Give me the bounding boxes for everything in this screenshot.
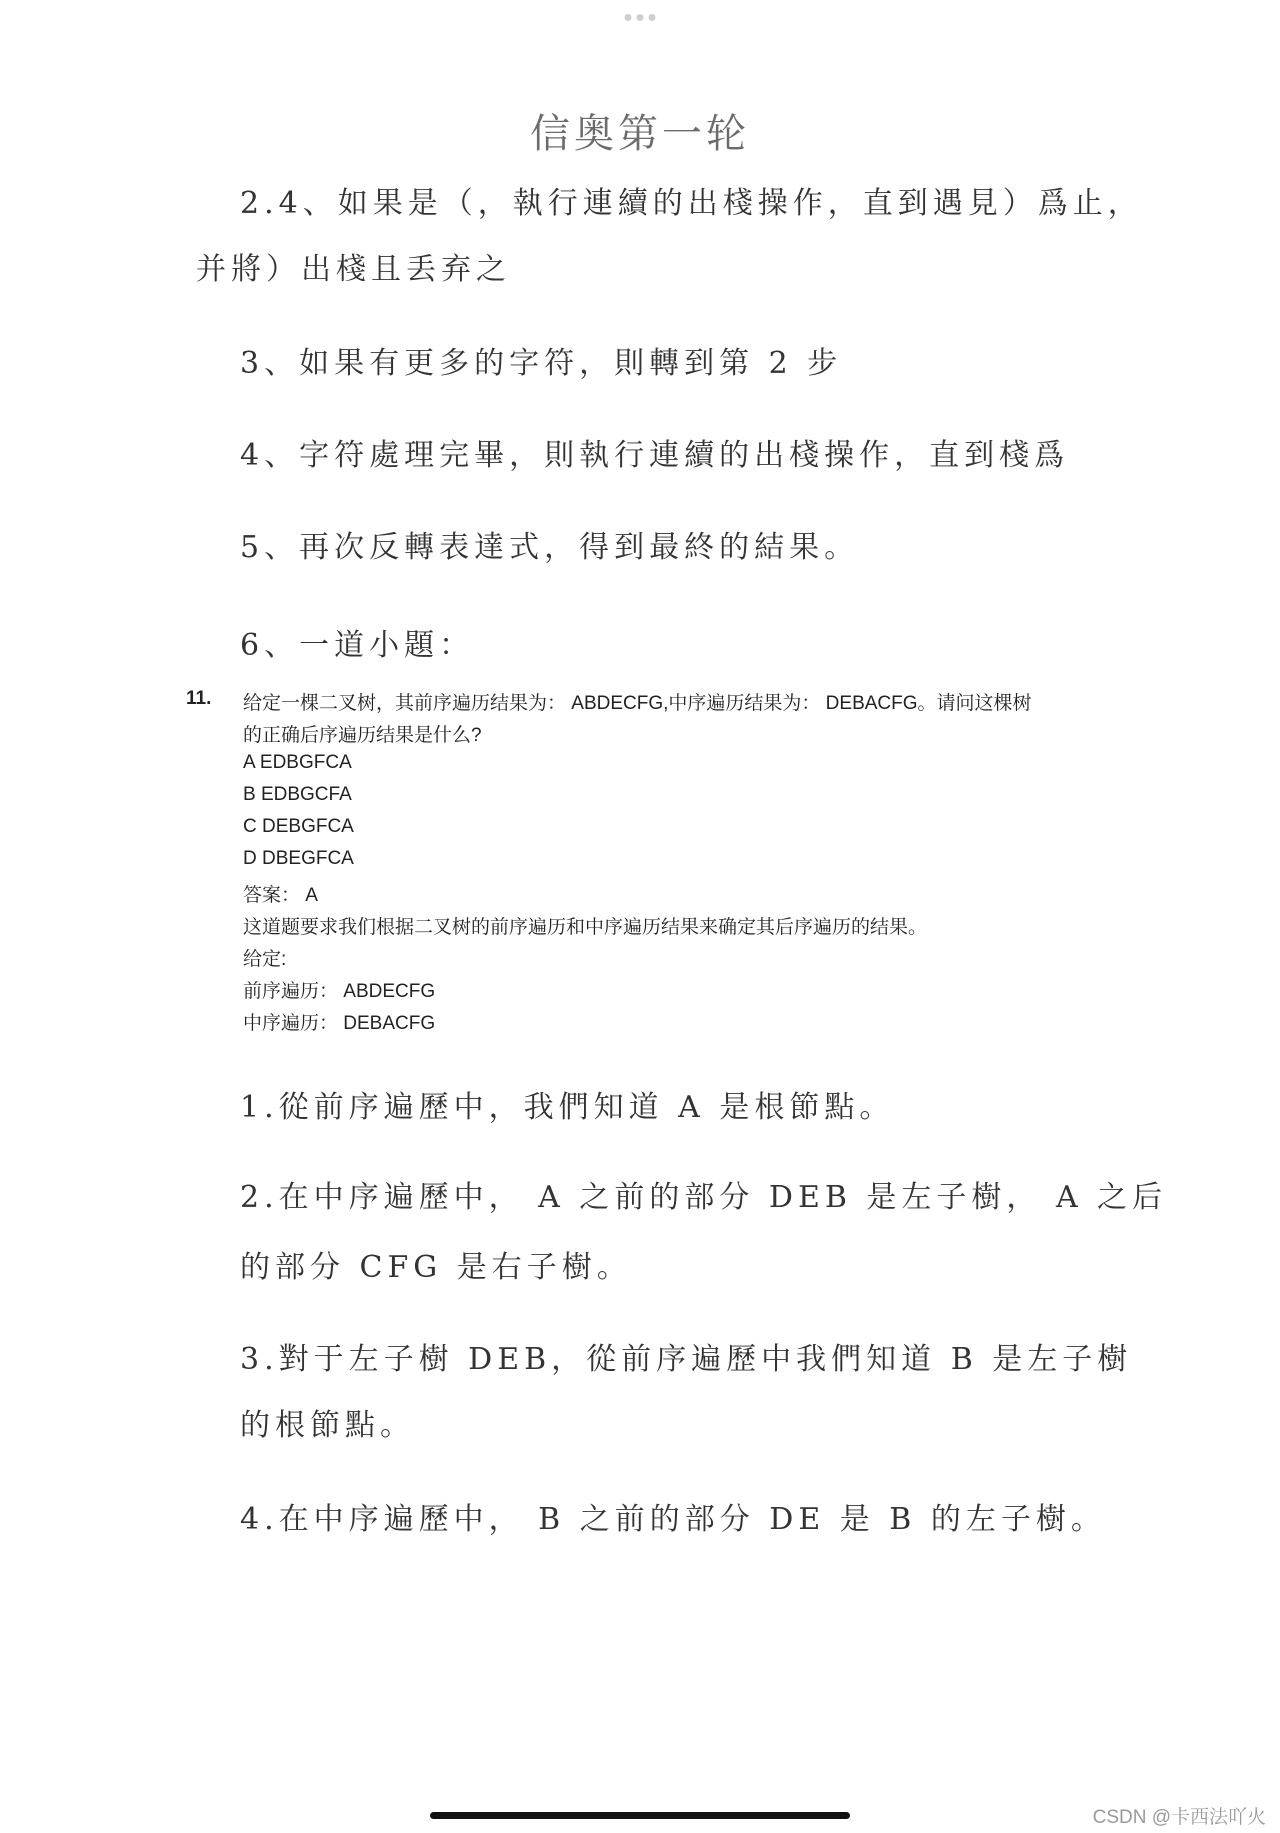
answer-line: 答案： A: [243, 885, 318, 906]
question-number: 11.: [186, 688, 212, 709]
note-line: 的根節點。: [240, 1408, 415, 1443]
note-line: 2.在中序遍歷中， A 之前的部分 DEB 是左子樹， A 之后: [240, 1180, 1168, 1215]
question-stem: 的正确后序遍历结果是什么?: [243, 725, 482, 746]
note-line: 并將）出棧且丢弃之: [196, 252, 511, 287]
option-c: C DEBGFCA: [243, 816, 354, 837]
explanation-line: 这道题要求我们根据二叉树的前序遍历和中序遍历结果来确定其后序遍历的结果。: [243, 917, 928, 938]
option-b: B EDBGCFA: [243, 784, 352, 805]
dot-icon: [637, 14, 644, 21]
note-line: 4.在中序遍歷中， B 之前的部分 DE 是 B 的左子樹。: [240, 1502, 1106, 1537]
window-handle-dots[interactable]: [625, 14, 656, 21]
note-line: 5、再次反轉表達式，得到最終的結果。: [240, 530, 860, 565]
page-title: 信奥第一轮: [530, 111, 750, 157]
note-line: 的部分 CFG 是右子樹。: [240, 1250, 632, 1285]
given-label: 给定:: [243, 949, 287, 970]
note-line: 3、如果有更多的字符，則轉到第 2 步: [240, 346, 843, 381]
note-line: 2.4、如果是（，執行連續的出棧操作，直到遇見）爲止，: [240, 186, 1143, 221]
dot-icon: [625, 14, 632, 21]
note-line: 4、字符處理完畢，則執行連續的出棧操作，直到棧爲: [240, 438, 1070, 473]
note-line: 6、一道小題：: [240, 628, 475, 663]
dot-icon: [649, 14, 656, 21]
question-stem: 给定一棵二叉树，其前序遍历结果为： ABDECFG,中序遍历结果为： DEBACFG。请问这棵树: [243, 693, 1032, 714]
inorder-line: 中序遍历： DEBACFG: [243, 1013, 436, 1034]
option-a: A EDBGFCA: [243, 752, 352, 773]
preorder-line: 前序遍历： ABDECFG: [243, 981, 436, 1002]
option-d: D DBEGFCA: [243, 848, 354, 869]
note-line: 1.從前序遍歷中，我們知道 A 是根節點。: [240, 1090, 895, 1125]
note-line: 3.對于左子樹 DEB，從前序遍歷中我們知道 B 是左子樹: [240, 1342, 1133, 1377]
home-indicator-bar[interactable]: [430, 1812, 850, 1819]
csdn-watermark: CSDN @卡西法吖火: [1092, 1807, 1266, 1828]
